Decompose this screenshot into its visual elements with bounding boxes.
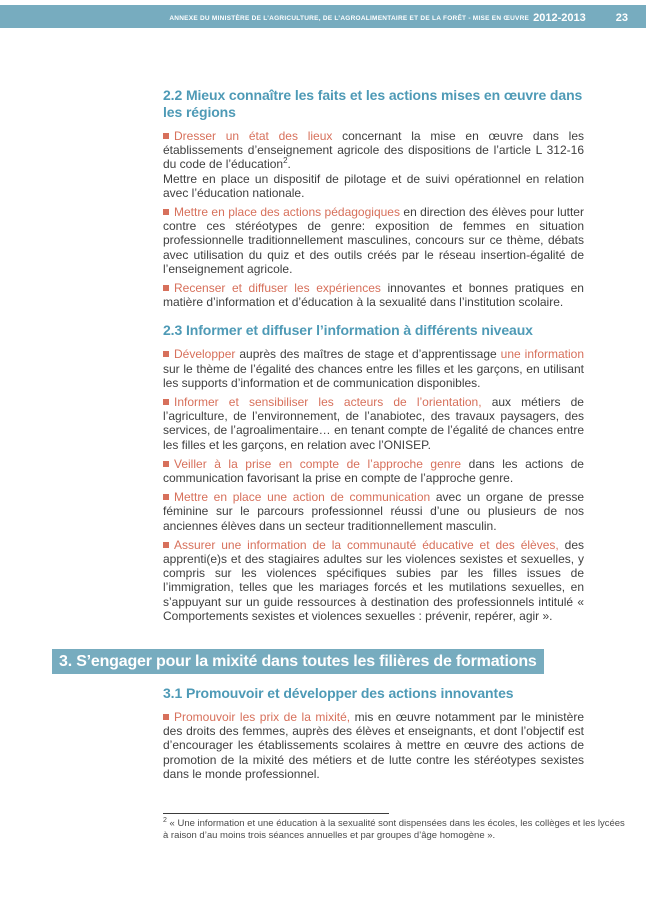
page-header-bar [0, 5, 646, 28]
body-text: dans les actions de communication favorisant la prise en compte de l’approche genre. [163, 456, 584, 486]
bullet-square-icon [163, 542, 169, 548]
section-2-3-heading: 2.3 Informer et diffuser l’information à différents niveaux [163, 322, 533, 339]
body-text: auprès des maîtres de stage et d’apprentissage [235, 347, 501, 362]
lead-in-text: Dresser un état des lieux [174, 129, 333, 143]
footnote-body: « Une information et une éducation à la sexualité sont dispensées dans les écoles, les collèges et les lycées à raison d’au moins trois séances annuelles et par groupes d’âge homogène ». [163, 818, 625, 841]
header-edition: 2012-2013 [533, 12, 586, 24]
footnote-text [163, 818, 628, 842]
bullet-square-icon [163, 285, 169, 291]
body-text: mis en œuvre notamment par le ministère des droits des femmes, auprès des élèves et enseignants, et dont l’objectif est d’encourager les établissements scolaires à mettre en œuvre des actions de promotion de la mixité des métiers et de lutte contre les stéréotypes sexistes dans le monde professionnel. [163, 710, 584, 781]
bullet-square-icon [163, 714, 169, 720]
lead-in-text: Informer et sensibiliser les acteurs de l’orientation, [174, 395, 482, 410]
lead-in-text: Recenser et diffuser les expériences [174, 281, 381, 296]
lead-in-text: Mettre en place une action de communication [174, 490, 431, 505]
bullet-square-icon [163, 209, 169, 215]
footnote-area [163, 813, 628, 842]
bullet-square-icon [163, 399, 169, 405]
paragraph [163, 710, 584, 781]
lead-in-text: Développer [174, 347, 236, 362]
header-title: ANNEXE DU MINISTÈRE DE L’AGRICULTURE, DE L’AGROALIMENTAIRE ET DE LA FORÊT - MISE EN ŒUVRE [169, 15, 530, 22]
body-text: Mettre en place un dispositif de pilotage et de suivi opérationnel en relation avec l’éducation nationale. [163, 171, 584, 200]
section-3-1 [163, 685, 584, 781]
paragraph [163, 205, 584, 276]
lead-in-text: Promouvoir les prix de la mixité, [174, 710, 351, 724]
bullet-square-icon [163, 351, 169, 357]
lead-in-text: Assurer une information de la communauté éducative et des élèves, [174, 537, 559, 552]
body-text: concernant la mise en œuvre dans les établissements d’enseignement agricole des dispositions de l’article L 312-16 du code de l’éducation [163, 129, 585, 172]
body-text: en direction des élèves pour lutter contre ces stéréotypes de genre: exposition de femmes en situation professionnelle traditionnellement masculines, concours sur ce thème, débats avec utilisation du quiz et des outils créés par le réseau insertion-égalité de l’enseignement agricole. [163, 205, 584, 276]
body-text: innovantes et bonnes pratiques en matière d’information et d’éducation à la sexualité dans l’institution scolaire. [163, 281, 584, 310]
paragraph [163, 129, 584, 172]
body-text: des apprenti(e)s et des stagiaires adultes sur les violences sexistes et sexuelles, y compris sur les violences spécifiques subies par les filles issues de l’immigration, telles que les mariages forcés et les mutilations sexuelles, en s’appuyant sur un guide ressources à destination des professionnels intitulé « Comportements sexistes et violences sexuelles : prévenir, repérer, agir ». [163, 537, 584, 623]
paragraph [163, 395, 584, 452]
lead-in-text: Veiller à la prise en compte de l’approche genre [174, 456, 462, 471]
paragraph [163, 281, 584, 309]
paragraph [163, 347, 584, 390]
section-3-1-heading: 3.1 Promouvoir et développer des actions innovantes [163, 685, 514, 701]
page-number: 23 [615, 12, 628, 24]
lead-in-text: Mettre en place des actions pédagogiques [174, 205, 400, 220]
bullet-square-icon [163, 133, 169, 139]
paragraph [163, 490, 584, 533]
body-text: avec un organe de presse féminine sur le parcours professionnel réussi d’une ou plusieurs de nos anciennes élèves dans un secteur traditionnellement masculin. [163, 490, 584, 533]
section-2-2-paragraphs [163, 129, 584, 309]
body-text: aux métiers de l’agriculture, de l’environnement, de l’anabiotec, des travaux paysagers, des services, de l’agroalimentaire… en tenant compte de l’égalité de chances entre les filles et les garçons, en relation avec l’ONISEP. [163, 395, 584, 452]
bullet-square-icon [163, 461, 169, 467]
footnote-marker: 2 [163, 816, 167, 824]
section-3-1-paragraphs [163, 710, 584, 781]
paragraph [163, 538, 584, 623]
body-text: 2 [283, 156, 288, 166]
section-2-2 [163, 87, 584, 309]
section-2-3-paragraphs [163, 347, 584, 623]
chapter-3-banner: 3. S’engager pour la mixité dans toutes les filières de formations [52, 649, 544, 674]
paragraph [163, 172, 584, 200]
paragraph [163, 457, 584, 485]
bullet-square-icon [163, 494, 169, 500]
section-2-2-heading: 2.2 Mieux connaître les faits et les actions mises en œuvre dans les régions [163, 87, 583, 120]
body-text: . [287, 157, 291, 172]
section-2-3 [163, 322, 584, 623]
lead-in-text: une information [500, 347, 585, 362]
main-content [163, 87, 584, 623]
footnote-divider [163, 813, 389, 814]
body-text: sur le thème de l’égalité des chances entre les filles et les garçons, en utilisant les supports d’information et de communication disponibles. [163, 361, 584, 390]
